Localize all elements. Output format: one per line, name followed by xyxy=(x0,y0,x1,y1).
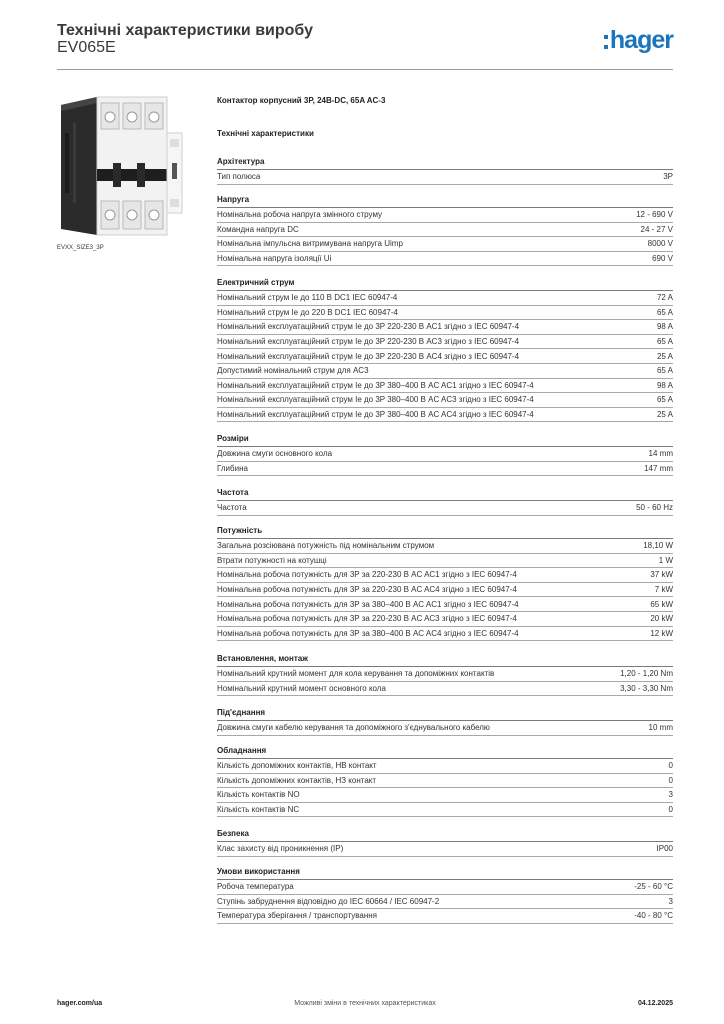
section-heading: Технічні характеристики xyxy=(217,129,314,138)
spec-row xyxy=(217,612,673,627)
spec-label: Кількість допоміжних контактів, НВ контакт xyxy=(217,761,377,771)
spec-value: 65 kW xyxy=(650,599,673,609)
spec-label: Температура зберігання / транспортування xyxy=(217,911,378,921)
spec-row xyxy=(217,597,673,612)
spec-group xyxy=(217,525,673,641)
spec-label: Частота xyxy=(217,503,247,513)
spec-row xyxy=(217,539,673,554)
spec-row xyxy=(217,320,673,335)
spec-value: 0 xyxy=(668,761,673,771)
spec-group xyxy=(217,277,673,422)
group-title: Частота xyxy=(217,487,673,501)
spec-row xyxy=(217,803,673,818)
spec-label: Номінальна робоча потужність для 3P за 220-230 В AC AC1 згідно з IEC 60947-4 xyxy=(217,570,517,580)
spec-row xyxy=(217,880,673,895)
spec-row xyxy=(217,447,673,462)
spec-value: 65 A xyxy=(656,337,673,347)
spec-row xyxy=(217,774,673,789)
spec-value: 12 - 690 V xyxy=(636,210,673,220)
spec-label: Номінальна робоча потужність для 3P за 220-230 В AC AC4 згідно з IEC 60947-4 xyxy=(217,585,517,595)
spec-row xyxy=(217,667,673,682)
spec-row xyxy=(217,237,673,252)
spec-label: Довжина смуги кабелю керування та допоміжного з'єднувального кабелю xyxy=(217,723,490,733)
spec-label: Номінальна напруга ізоляції Ui xyxy=(217,254,332,264)
spec-label: Номінальна робоча потужність для 3P за 220-230 В AC AC3 згідно з IEC 60947-4 xyxy=(217,614,517,624)
spec-label: Загальна розсіювана потужність під номінальним струмом xyxy=(217,541,435,551)
spec-value: 7 kW xyxy=(654,585,673,595)
spec-value: 10 mm xyxy=(648,723,673,733)
spec-label: Клас захисту від проникнення (IP) xyxy=(217,844,344,854)
spec-label: Номінальна робоча потужність для 3P за 380–400 В AC AC4 згідно з IEC 60947-4 xyxy=(217,628,519,638)
group-title: Електричний струм xyxy=(217,277,673,291)
spec-value: 8000 V xyxy=(647,239,673,249)
spec-row xyxy=(217,759,673,774)
spec-row xyxy=(217,291,673,306)
product-image xyxy=(57,93,186,239)
spec-value: IP00 xyxy=(656,844,673,854)
spec-value: 1,20 - 1,20 Nm xyxy=(620,669,673,679)
spec-value: 0 xyxy=(668,775,673,785)
spec-row xyxy=(217,393,673,408)
spec-group xyxy=(217,156,673,185)
group-title: Потужність xyxy=(217,525,673,539)
spec-label: Номінальна імпульсна витримувана напруга Uimp xyxy=(217,239,403,249)
group-title: Умови використання xyxy=(217,866,673,880)
group-title: Архітектура xyxy=(217,156,673,170)
spec-value: 98 A xyxy=(656,380,673,390)
logo-colon-icon xyxy=(604,35,608,49)
group-title: Обладнання xyxy=(217,745,673,759)
spec-row xyxy=(217,364,673,379)
spec-row xyxy=(217,627,673,642)
spec-group xyxy=(217,653,673,696)
spec-label: Номінальна робоча напруга змінного струму xyxy=(217,210,383,220)
group-title: Під'єднання xyxy=(217,707,673,721)
spec-value: 147 mm xyxy=(644,463,673,473)
spec-value: 25 A xyxy=(656,410,673,420)
footer-notice: Можливі зміни в технічних характеристиках xyxy=(294,1000,436,1007)
spec-value: 3 xyxy=(668,896,673,906)
group-title: Розміри xyxy=(217,433,673,447)
spec-value: 65 A xyxy=(656,366,673,376)
spec-row xyxy=(217,682,673,697)
spec-value: -25 - 60 °C xyxy=(634,882,673,892)
image-caption: EVXX_SIZE3_3P xyxy=(57,245,104,251)
spec-label: Робоча температура xyxy=(217,882,294,892)
spec-value: 24 - 27 V xyxy=(640,224,673,234)
spec-label: Командна напруга DC xyxy=(217,224,299,234)
group-title: Напруга xyxy=(217,194,673,208)
page-footer xyxy=(57,1000,673,1012)
spec-label: Втрати потужності на котушці xyxy=(217,555,327,565)
spec-label: Номінальний експлуатаційний струм Ie до 3P 220-230 В AC4 згідно з IEC 60947-4 xyxy=(217,351,520,361)
spec-value: 65 A xyxy=(656,395,673,405)
spec-group xyxy=(217,194,673,266)
spec-label: Тип полюса xyxy=(217,172,261,182)
spec-label: Глибина xyxy=(217,463,248,473)
spec-group xyxy=(217,828,673,857)
spec-row xyxy=(217,462,673,477)
product-code: EV065E xyxy=(57,39,116,56)
spec-value: -40 - 80 °C xyxy=(634,911,673,921)
spec-label: Номінальний струм Ie до 220 В DC1 IEC 60947-4 xyxy=(217,307,398,317)
spec-group xyxy=(217,745,673,817)
spec-row xyxy=(217,208,673,223)
spec-label: Номінальний крутний момент основного кола xyxy=(217,683,386,693)
page-header xyxy=(57,22,673,70)
spec-label: Номінальний експлуатаційний струм Ie до 3P 380–400 В AC AC3 згідно з IEC 60947-4 xyxy=(217,395,534,405)
spec-group xyxy=(217,433,673,476)
spec-label: Номінальний струм Ie до 110 В DC1 IEC 60947-4 xyxy=(217,293,398,303)
spec-value: 0 xyxy=(668,805,673,815)
document-title: Технічні характеристики виробу xyxy=(57,22,313,39)
spec-label: Довжина смуги основного кола xyxy=(217,449,333,459)
spec-label: Номінальний експлуатаційний струм Ie до 3P 220-230 В AC1 згідно з IEC 60947-4 xyxy=(217,322,520,332)
spec-row xyxy=(217,842,673,857)
product-name: Контактор корпусний 3P, 24В-DC, 65A AC-3 xyxy=(217,96,386,105)
spec-value: 3,30 - 3,30 Nm xyxy=(620,683,673,693)
spec-row xyxy=(217,501,673,516)
spec-group xyxy=(217,866,673,924)
spec-row xyxy=(217,408,673,423)
spec-row xyxy=(217,583,673,598)
spec-label: Ступінь забруднення відповідно до IEC 60664 / IEC 60947-2 xyxy=(217,896,440,906)
spec-row xyxy=(217,252,673,267)
spec-value: 25 A xyxy=(656,351,673,361)
spec-label: Кількість контактів NC xyxy=(217,805,300,815)
spec-row xyxy=(217,349,673,364)
spec-row xyxy=(217,306,673,321)
spec-row xyxy=(217,568,673,583)
group-title: Безпека xyxy=(217,828,673,842)
spec-value: 12 kW xyxy=(650,628,673,638)
spec-value: 50 - 60 Hz xyxy=(636,503,673,513)
spec-row xyxy=(217,721,673,736)
spec-row xyxy=(217,223,673,238)
group-title: Встановлення, монтаж xyxy=(217,653,673,667)
footer-date: 04.12.2025 xyxy=(637,1000,673,1007)
spec-label: Номінальний крутний момент для кола керування та допоміжних контактів xyxy=(217,669,495,679)
spec-value: 690 V xyxy=(652,254,673,264)
spec-row xyxy=(217,895,673,910)
spec-label: Номінальний експлуатаційний струм Ie до 3P 380–400 В AC AC1 згідно з IEC 60947-4 xyxy=(217,380,534,390)
spec-row xyxy=(217,788,673,803)
spec-group xyxy=(217,487,673,516)
spec-value: 98 A xyxy=(656,322,673,332)
logo-text: hager xyxy=(609,25,673,54)
spec-value: 65 A xyxy=(656,307,673,317)
spec-value: 14 mm xyxy=(648,449,673,459)
spec-row xyxy=(217,335,673,350)
hager-logo xyxy=(604,27,673,53)
spec-row xyxy=(217,909,673,924)
spec-value: 3P xyxy=(663,172,673,182)
spec-label: Номінальний експлуатаційний струм Ie до 3P 380–400 В AC AC4 згідно з IEC 60947-4 xyxy=(217,410,534,420)
spec-row xyxy=(217,379,673,394)
spec-label: Кількість допоміжних контактів, НЗ контакт xyxy=(217,775,377,785)
spec-value: 20 kW xyxy=(650,614,673,624)
footer-website-link[interactable]: hager.com/ua xyxy=(57,1000,103,1007)
spec-label: Допустимий номінальний струм для AC3 xyxy=(217,366,369,376)
spec-value: 37 kW xyxy=(650,570,673,580)
spec-label: Кількість контактів NO xyxy=(217,790,300,800)
spec-label: Номінальний експлуатаційний струм Ie до 3P 220-230 В AC3 згідно з IEC 60947-4 xyxy=(217,337,520,347)
spec-group xyxy=(217,707,673,736)
spec-row xyxy=(217,554,673,569)
spec-label: Номінальна робоча потужність для 3P за 380–400 В AC AC1 згідно з IEC 60947-4 xyxy=(217,599,519,609)
spec-value: 18,10 W xyxy=(643,541,673,551)
spec-value: 1 W xyxy=(658,555,673,565)
spec-value: 3 xyxy=(668,790,673,800)
spec-row xyxy=(217,170,673,185)
spec-value: 72 A xyxy=(656,293,673,303)
